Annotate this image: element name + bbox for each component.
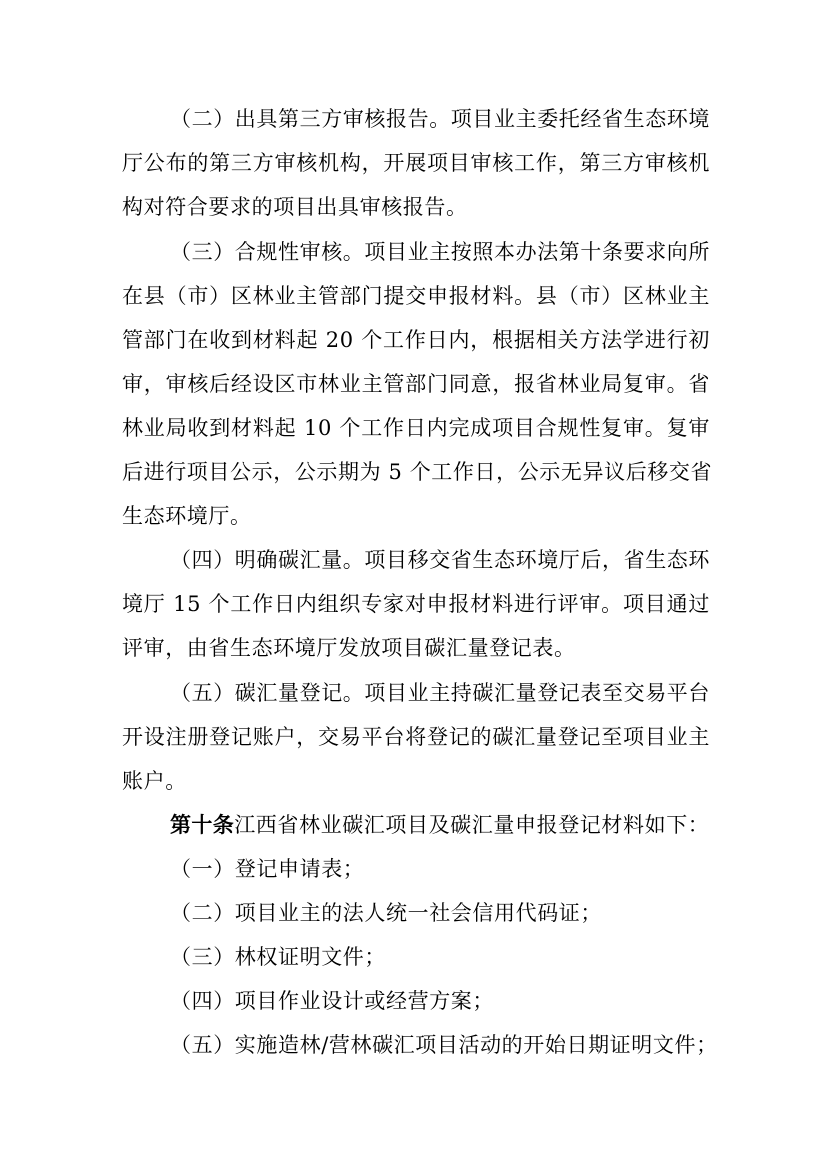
paragraph-line: 生态环境厅。 — [122, 504, 252, 528]
paragraph-line: 构对符合要求的项目出具审核报告。 — [122, 195, 468, 219]
paragraph-line: 后进行项目公示，公示期为 5 个工作日，公示无异议后移交省 — [122, 460, 713, 484]
paragraph-line: 账户。 — [122, 769, 187, 793]
paragraph-line: 开设注册登记账户，交易平台将登记的碳汇量登记至项目业主 — [122, 725, 710, 749]
list-item: （二）项目业主的法人统一社会信用代码证； — [170, 901, 602, 925]
paragraph-line: （二）出具第三方审核报告。项目业主委托经省生态环境 — [170, 107, 710, 131]
paragraph-line: （三）合规性审核。项目业主按照本办法第十条要求向所 — [170, 240, 710, 264]
paragraph-line: 评审，由省生态环境厅发放项目碳汇量登记表。 — [122, 636, 576, 660]
paragraph-line: （四）明确碳汇量。项目移交省生态环境厅后，省生态环 — [170, 548, 710, 572]
paragraph-line: 管部门在收到材料起 20 个工作日内，根据相关方法学进行初 — [122, 328, 710, 352]
list-item: （一）登记申请表； — [170, 857, 365, 881]
paragraph-line: 境厅 15 个工作日内组织专家对申报材料进行评审。项目通过 — [122, 592, 710, 616]
list-item: （三）林权证明文件； — [170, 945, 386, 969]
paragraph-line: 在县（市）区林业主管部门提交申报材料。县（市）区林业主 — [122, 284, 710, 308]
list-item: （四）项目作业设计或经营方案； — [170, 989, 494, 1013]
article-10 — [170, 811, 710, 839]
paragraph-line: （五）碳汇量登记。项目业主持碳汇量登记表至交易平台 — [170, 681, 710, 705]
paragraph-line: 林业局收到材料起 10 个工作日内完成项目合规性复审。复审 — [122, 416, 710, 440]
paragraph-line: 审，审核后经设区市林业主管部门同意，报省林业局复审。省 — [122, 372, 710, 396]
article-text: 江西省林业碳汇项目及碳汇量申报登记材料如下： — [234, 813, 710, 837]
paragraph-line: 厅公布的第三方审核机构，开展项目审核工作，第三方审核机 — [122, 151, 710, 175]
article-heading: 第十条 — [170, 813, 235, 837]
list-item: （五）实施造林/营林碳汇项目活动的开始日期证明文件； — [170, 1033, 718, 1057]
